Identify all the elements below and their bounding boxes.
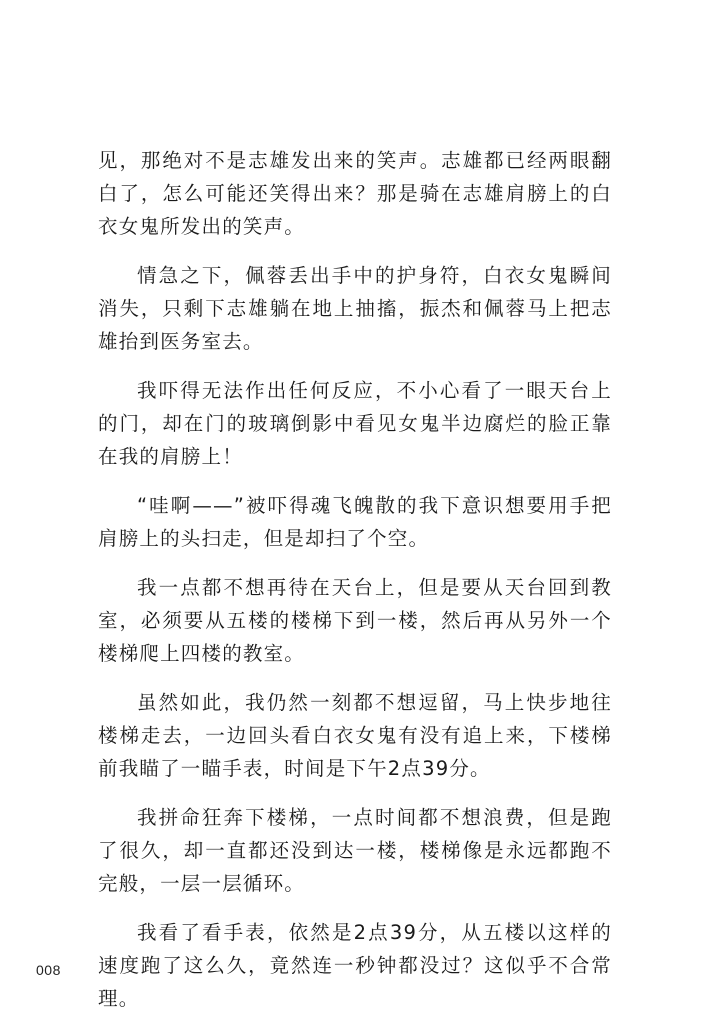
- paragraph: 我拼命狂奔下楼梯，一点时间都不想浪费，但是跑了很久，却一直都还没到达一楼，楼梯像是永远都跑不完般，一层一层循环。: [98, 806, 612, 895]
- paragraph: “哇啊——”被吓得魂飞魄散的我下意识想要用手把肩膀上的头扫走，但是却扫了个空。: [98, 494, 612, 550]
- paragraph: 虽然如此，我仍然一刻都不想逗留，马上快步地往楼梯走去，一边回头看白衣女鬼有没有追上来，下楼梯前我瞄了一瞄手表，时间是下午2点39分。: [98, 691, 612, 780]
- page-number: 008: [36, 962, 61, 978]
- paragraph: 我看了看手表，依然是2点39分，从五楼以这样的速度跑了这么久，竟然连一秒钟都没过？这似乎不合常理。: [98, 921, 612, 1010]
- paragraph: 我吓得无法作出任何反应，不小心看了一眼天台上的门，却在门的玻璃倒影中看见女鬼半边腐烂的脸正靠在我的肩膀上！: [98, 379, 612, 468]
- paragraph: 见，那绝对不是志雄发出来的笑声。志雄都已经两眼翻白了，怎么可能还笑得出来？那是骑在志雄肩膀上的白衣女鬼所发出的笑声。: [98, 149, 612, 238]
- paragraph: 我一点都不想再待在天台上，但是要从天台回到教室，必须要从五楼的楼梯下到一楼，然后再从另外一个楼梯爬上四楼的教室。: [98, 576, 612, 665]
- page-body: [98, 144, 612, 1031]
- paragraph: 情急之下，佩蓉丢出手中的护身符，白衣女鬼瞬间消失，只剩下志雄躺在地上抽搐，振杰和佩蓉马上把志雄抬到医务室去。: [98, 264, 612, 353]
